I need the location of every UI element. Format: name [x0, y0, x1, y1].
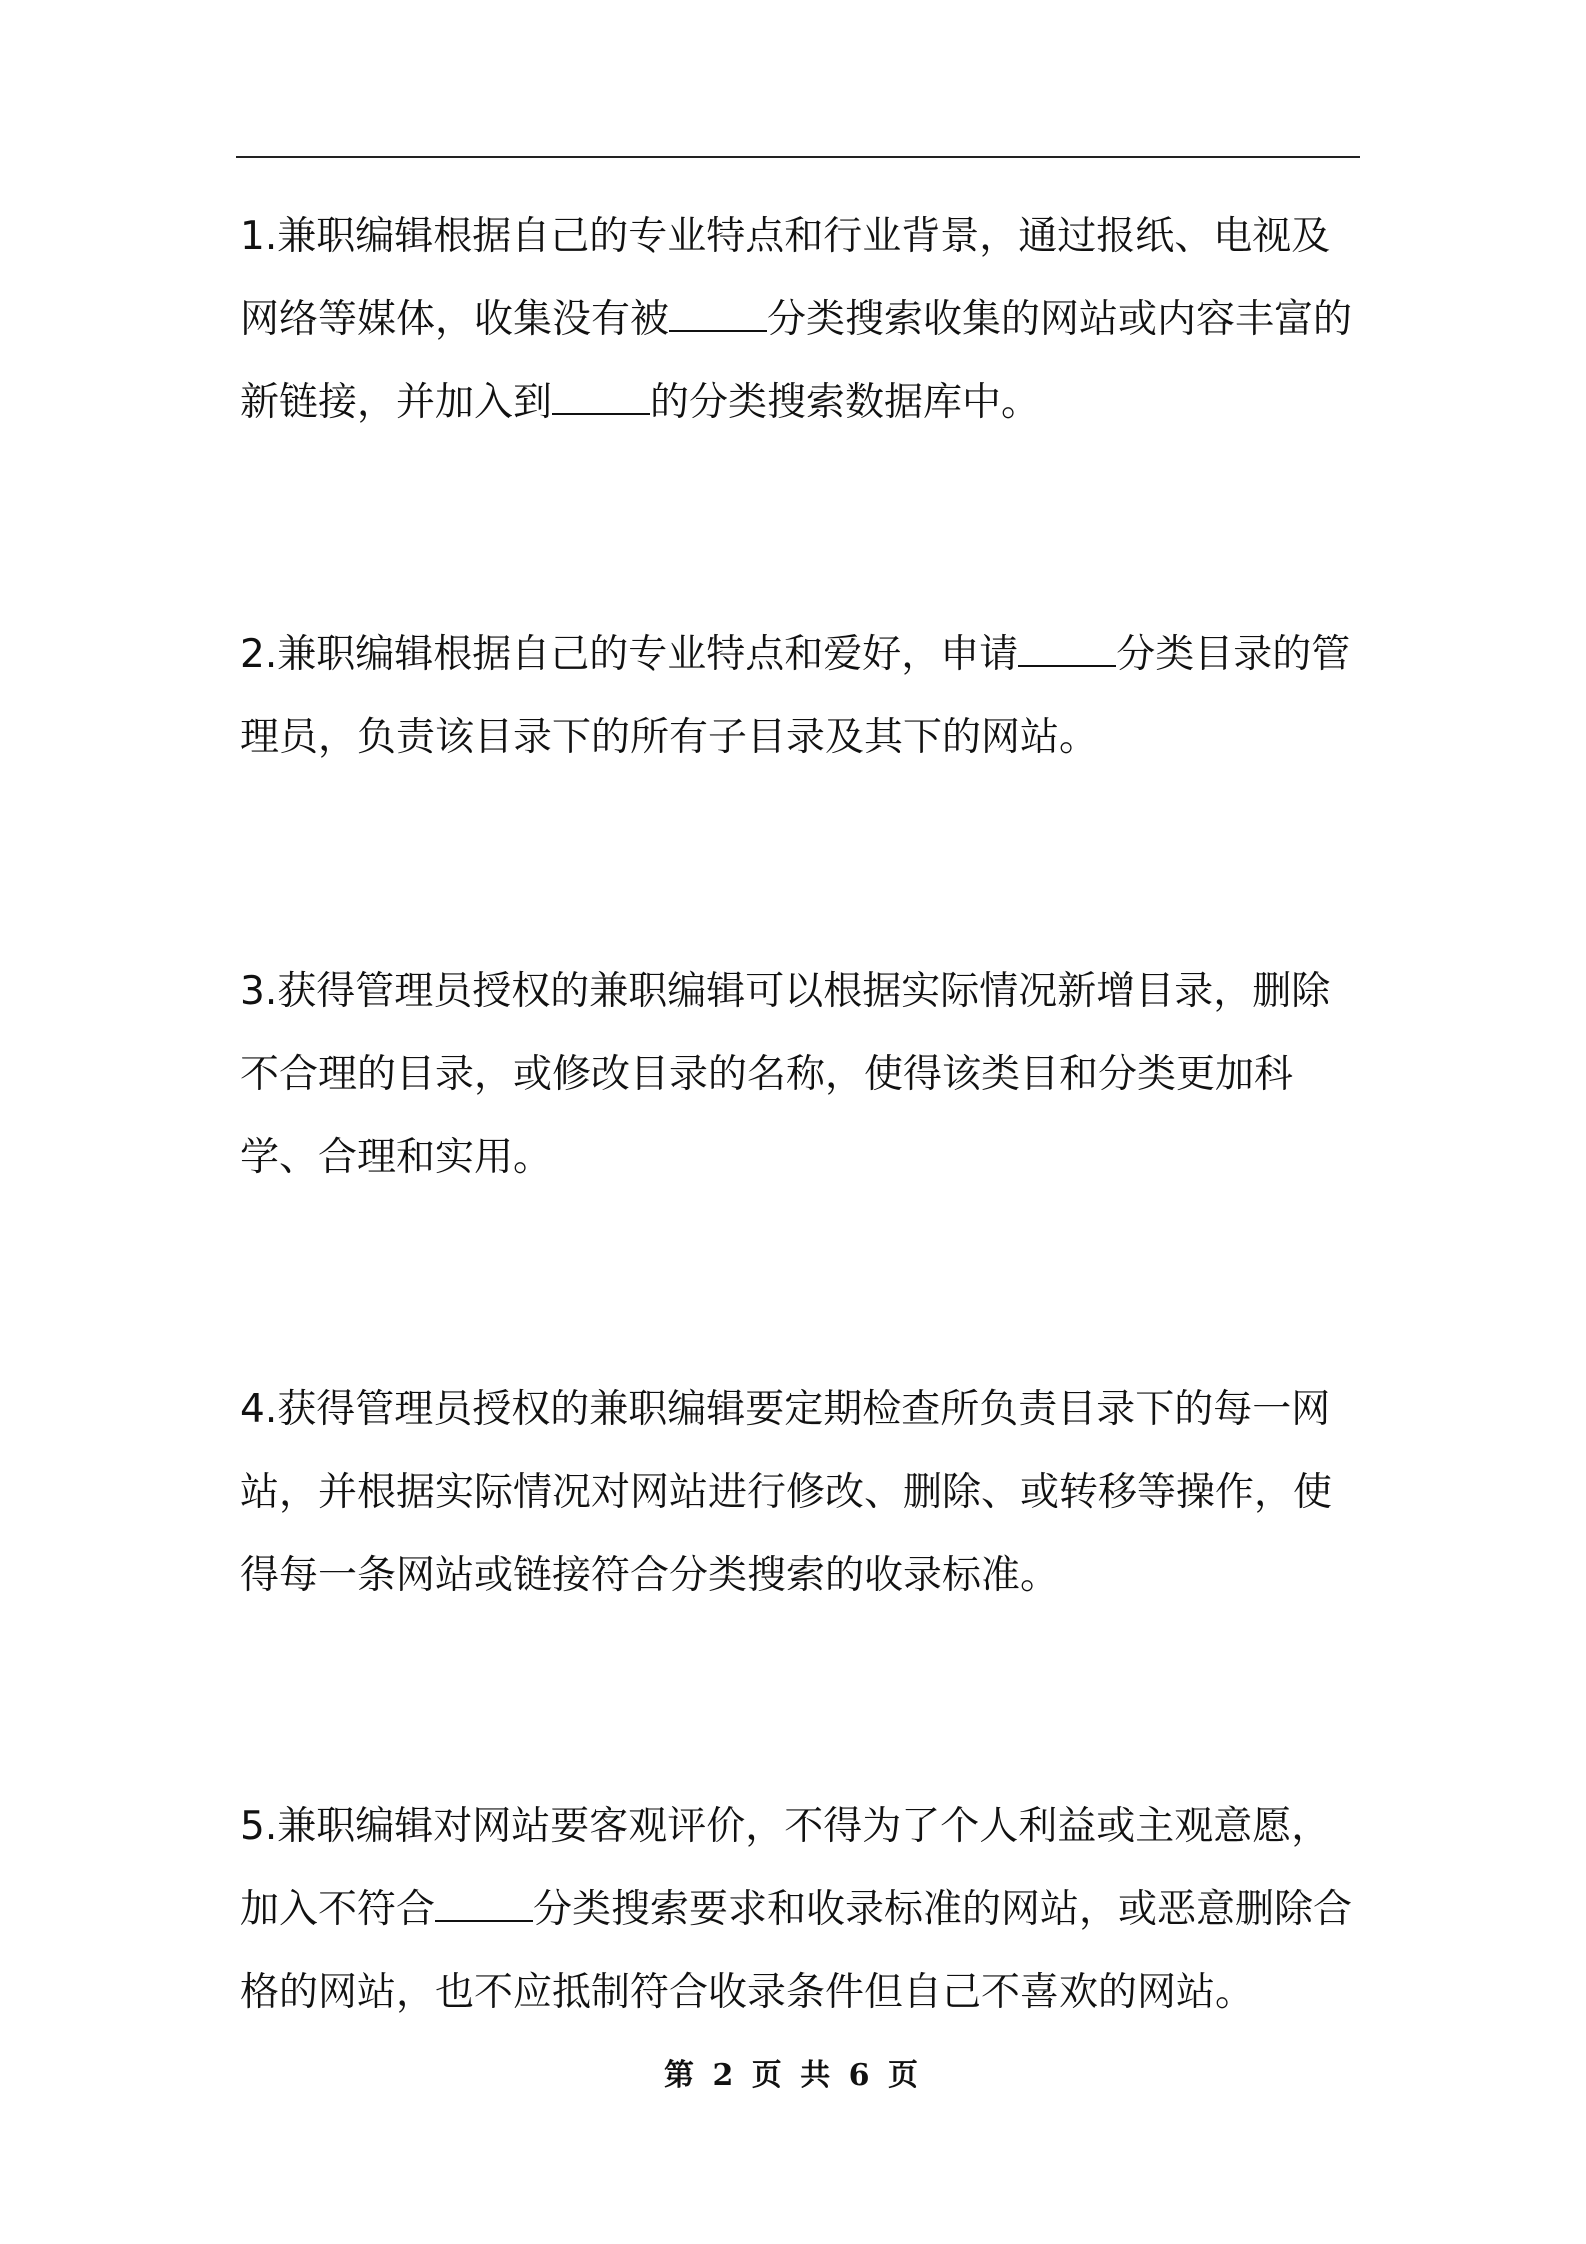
paragraph-5-text-b: 分类搜索要求和收录标准的网站，或恶意删除合格的网站，也不应抵制符合收录条件但自己不喜欢的网站。 [240, 1887, 1353, 2015]
fill-in-blank [435, 1886, 533, 1922]
paragraph-4-text: 4.获得管理员授权的兼职编辑要定期检查所负责目录下的每一网站，并根据实际情况对网站进行修改、删除、或转移等操作，使得每一条网站或链接符合分类搜索的收录标准。 [240, 1387, 1333, 1598]
fill-in-blank [1018, 631, 1116, 667]
page-number-footer: 第 2 页 共 6 页 [664, 2058, 922, 2093]
paragraph-2 [240, 613, 1360, 779]
header-divider [236, 156, 1360, 158]
paragraph-3-text: 3.获得管理员授权的兼职编辑可以根据实际情况新增目录，删除不合理的目录，或修改目录的名称，使得该类目和分类更加科学、合理和实用。 [240, 969, 1331, 1180]
paragraph-3 [240, 950, 1360, 1199]
paragraph-2-text-b: 分类目录的管理员，负责该目录下的所有子目录及其下的网站。 [240, 632, 1351, 760]
fill-in-blank [669, 296, 767, 332]
paragraph-5-text-a: 5.兼职编辑对网站要客观评价，不得为了个人利益或主观意愿，加入不符合 [240, 1804, 1331, 1932]
paragraph-1-text-c: 的分类搜索数据库中。 [650, 380, 1041, 425]
fill-in-blank [552, 379, 650, 415]
paragraph-1-text-a: 1.兼职编辑根据自己的专业特点和行业背景，通过报纸、电视及网络等媒体，收集没有被 [240, 214, 1331, 342]
paragraph-4 [240, 1368, 1360, 1617]
paragraph-1 [240, 195, 1360, 444]
paragraph-1-text-b: 分类搜索收集的网站或内容丰富的新链接，并加入到 [240, 297, 1353, 425]
paragraph-2-text-a: 2.兼职编辑根据自己的专业特点和爱好，申请 [240, 632, 1019, 677]
paragraph-5 [240, 1785, 1360, 2034]
